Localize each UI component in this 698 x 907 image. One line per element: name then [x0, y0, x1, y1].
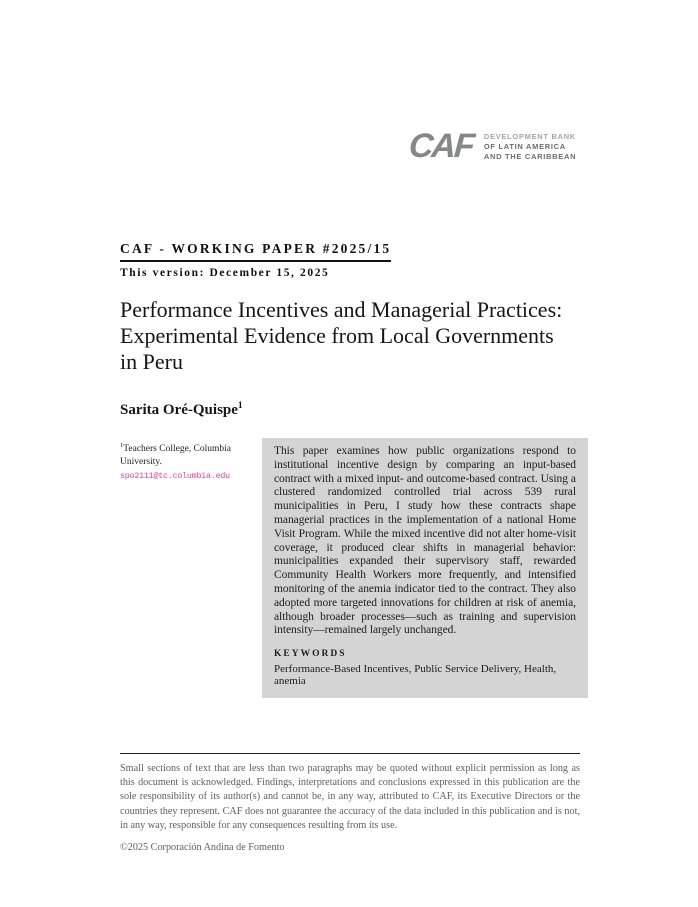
page-title: Performance Incentives and Managerial Practices: Experimental Evidence from Local Governments in Peru: [120, 297, 563, 374]
caf-tagline-line-3: AND THE CARIBBEAN: [483, 152, 577, 161]
author-email-link[interactable]: spo2111@tc.columbia.edu: [120, 472, 230, 482]
author-affiliation-footnote: [120, 439, 248, 483]
abstract-text: This paper examines how public organizations respond to institutional incentive design by comparing an input-based contract with a mixed input- and outcome-based contract. Using a clustered randomized controlled trial across 539 rural municipalities in Peru, I study how these contracts shape managerial practices in the implementation of a national Home Visit Program. While the mixed incentive did not alter home-visit coverage, it produced clear shifts in managerial behavior: municipalities expanded their supervisory staff, rewarded Community Health Workers more frequently, and intensified monitoring of the anemia indicator tied to the contract. They also adopted more targeted innovations for children at risk of anemia, although broader processes—such as training and supervision intensity—remained largely unchanged.: [274, 445, 576, 637]
working-paper-version: This version: December 15, 2025: [120, 267, 330, 279]
abstract-box: [262, 438, 588, 698]
copyright-text: ©2025 Corporación Andina de Fomento: [120, 842, 285, 853]
working-paper-series: CAF - WORKING PAPER #2025/15: [120, 241, 391, 262]
keywords-label: KEYWORDS: [274, 649, 347, 660]
disclaimer-text: Small sections of text that are less than two paragraphs may be quoted without explicit permission as long as this document is acknowledged. Findings, interpretations and conclusions expressed in this publication are the sole responsibility of its author(s) and cannot be, in any way, attributed to CAF, its Executive Directors or the countries they represent. CAF does not guarantee the accuracy of the data included in this publication and is not, in any way, responsible for any consequences resulting from its use.: [120, 763, 580, 831]
footnote-mark: 1: [120, 442, 124, 449]
caf-logo-icon: CAF: [407, 127, 475, 165]
keywords-list: Performance-Based Incentives, Public Service Delivery, Health, anemia: [274, 663, 557, 688]
caf-logo-tagline: [484, 130, 576, 162]
author-name: [120, 401, 243, 419]
caf-tagline-line-1: DEVELOPMENT BANK: [483, 132, 576, 141]
author-name-text: Sarita Oré-Quispe: [120, 402, 238, 418]
caf-logo: [409, 129, 576, 163]
affiliation-text: Teachers College, Columbia University.: [120, 444, 232, 468]
author-footnote-mark: 1: [237, 401, 243, 411]
footer-divider: [120, 753, 580, 754]
caf-tagline-line-2: OF LATIN AMERICA: [483, 142, 566, 151]
working-paper-header: [120, 240, 391, 279]
